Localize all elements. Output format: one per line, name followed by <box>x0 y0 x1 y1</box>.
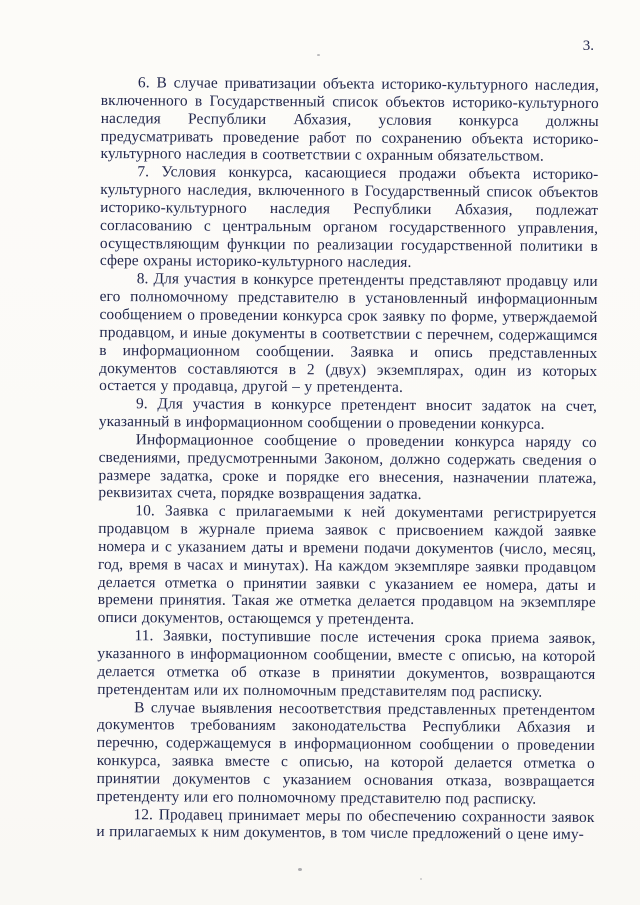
paragraph-9-continued: Информационное сообщение о проведении конкурса наряду со сведениями, предусмотренными Законом, должно содержать сведения о размере задатка, сроке и порядке его внесения, назначении платежа, реквизитах счета, порядке возвращения задатка. <box>98 431 597 504</box>
paragraph-12: 12. Продавец принимает меры по обеспечению сохранности заявок и прилагаемых к ним документов, в том числе предложений о цене иму- <box>96 805 595 844</box>
scan-speck <box>298 868 302 871</box>
document-text-block <box>96 74 599 844</box>
paragraph-11-continued: В случае выявления несоответствия представленных претендентом документов требованиям законодательства Республики Абхазия и перечню, содержащемуся в информационном сообщении о проведении конкурса, заявка вместе с описью, на которой делается отметка о принятии документов с указанием основания отказа, возвращается претенденту или его полномочному представителю под расписку. <box>96 698 596 808</box>
paragraph-8: 8. Для участия в конкурсе претенденты представляют продавцу или его полномочному представителю в установленный информационным сообщением о проведении конкурса срок заявку по форме, утверждаемой продавцом, и иные документы в соответствии с перечнем, содержащимся в информационном сообщении. Заявка и опись представленных документов составляются в 2 (двух) экземплярах, один из которых остается у продавца, другой – у претендента. <box>99 270 598 397</box>
scan-speck <box>317 54 320 56</box>
page-number: 3. <box>582 38 594 54</box>
scan-speck <box>420 878 422 880</box>
paragraph-9: 9. Для участия в конкурсе претендент вносит задаток на счет, указанный в информационном сообщении о проведении конкурса. <box>98 395 598 433</box>
paragraph-6: 6. В случае приватизации объекта историко-культурного наследия, включенного в Государственный список объектов историко-культурного наследия Республики Абхазия, условия конкурса должны предусматривать проведение работ по сохранению объекта историко-культурного наследия в соответствии с охранным обязательством. <box>100 74 599 166</box>
paragraph-10: 10. Заявка с прилагаемыми к ней документами регистрируется продавцом в журнале приема заявок с присвоением каждой заявке номера и с указанием даты и времени подачи документов (число, месяц, год, время в часах и минутах). На каждом экземпляре заявки продавцом делается отметка о принятии заявки с указанием ее номера, даты и времени принятия. Такая же отметка делается продавцом на экземпляре описи документов, остающемся у претендента. <box>97 502 597 629</box>
paragraph-11: 11. Заявки, поступившие после истечения срока приема заявок, указанного в информационном сообщении, вместе с описью, на которой делается отметка об отказе в принятии документов, возвращаются претендентам или их полномочным представителям под расписку. <box>97 627 596 701</box>
paragraph-7: 7. Условия конкурса, касающиеся продажи объекта историко-культурного наследия, включенного в Государственный список объектов историко-культурного наследия Республики Абхазия, подлежат согласованию с центральным органом государственного управления, осуществляющим функции по реализации государственной политики в сфере охраны историко-культурного наследия. <box>99 163 599 272</box>
